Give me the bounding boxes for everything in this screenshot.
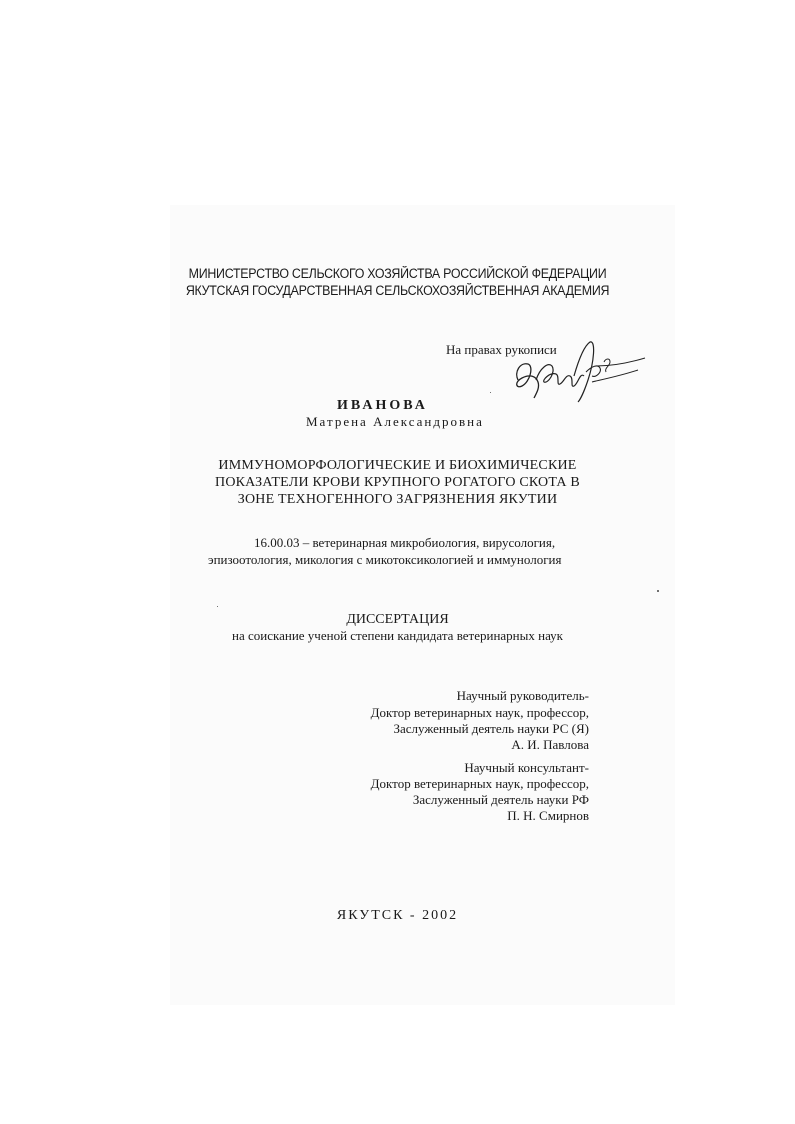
consultant-degree: Доктор ветеринарных наук, профессор, [370,776,589,791]
document-type-heading: ДИССЕРТАЦИЯ [346,612,449,627]
author-signature [500,332,650,412]
specialty-line-2: эпизоотология, микология с микотоксикологией и иммунология [208,552,562,567]
dissertation-title-line-1: ИММУНОМОРФОЛОГИЧЕСКИЕ И БИОХИМИЧЕСКИЕ [218,458,577,473]
academy-heading: ЯКУТСКАЯ ГОСУДАРСТВЕННАЯ СЕЛЬСКОХОЗЯЙСТВЕННАЯ АКАДЕМИЯ [185,283,610,298]
degree-statement: на соискание ученой степени кандидата ветеринарных наук [232,628,563,643]
supervisor-name: А. И. Павлова [511,737,589,752]
supervisor-degree: Доктор ветеринарных наук, профессор, [370,705,589,720]
specialty-line-1: 16.00.03 – ветеринарная микробиология, вирусология, [254,535,556,550]
scan-speck [217,606,218,607]
manuscript-note: На правах рукописи [446,342,557,357]
supervisor-role: Научный руководитель- [456,688,589,703]
scan-speck [490,392,491,393]
consultant-role: Научный консультант- [464,760,589,775]
ministry-heading: МИНИСТЕРСТВО СЕЛЬСКОГО ХОЗЯЙСТВА РОССИЙСКОЙ ФЕДЕРАЦИИ [188,266,607,281]
city-year: ЯКУТСК - 2002 [336,908,459,923]
scanned-page-area [170,205,675,1005]
scan-speck [657,590,659,592]
consultant-honor: Заслуженный деятель науки РФ [412,792,589,807]
supervisor-honor: Заслуженный деятель науки РС (Я) [393,721,589,736]
author-surname: ИВАНОВА [337,398,428,413]
author-given-names: Матрена Александровна [306,414,484,429]
dissertation-title-line-3: ЗОНЕ ТЕХНОГЕННОГО ЗАГРЯЗНЕНИЯ ЯКУТИИ [237,492,558,507]
consultant-name: П. Н. Смирнов [507,808,589,823]
dissertation-title-line-2: ПОКАЗАТЕЛИ КРОВИ КРУПНОГО РОГАТОГО СКОТА В [215,475,580,490]
